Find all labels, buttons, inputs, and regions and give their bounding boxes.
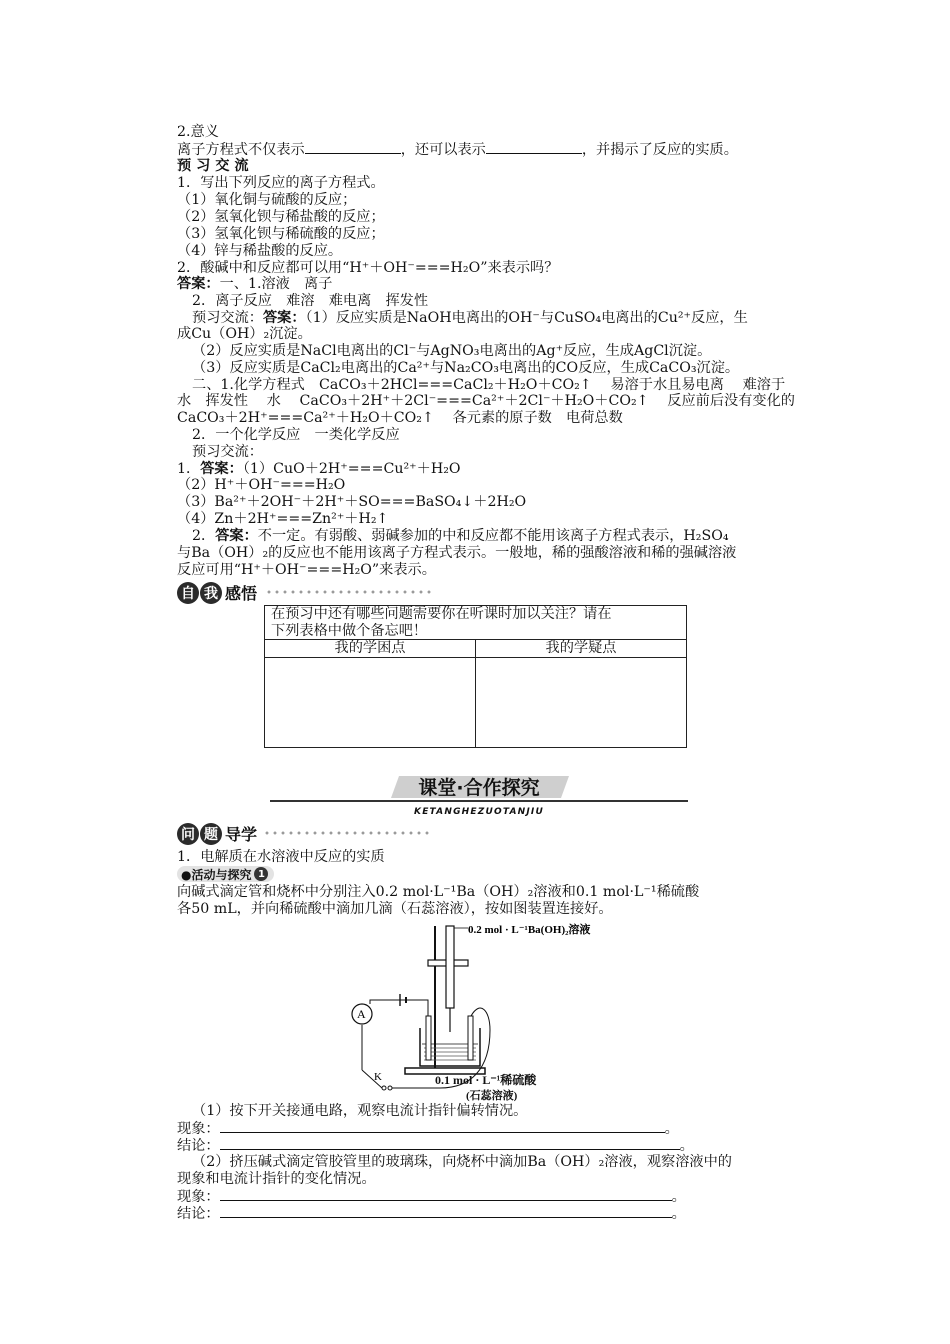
top-label: 0.2 mol · L⁻¹Ba(OH)₂溶液 (468, 924, 591, 936)
answer-blank[interactable] (220, 1120, 665, 1133)
answer-a2: （2）H⁺＋OH⁻===H₂O (177, 477, 346, 493)
preview-q2: 2．酸碱中和反应都可以用“H⁺＋OH⁻===H₂O”来表示吗？ (177, 260, 559, 276)
switch-contact (388, 1086, 392, 1090)
electrode-left (426, 1016, 431, 1060)
banner-title: 课堂·合作探究 (418, 777, 540, 799)
meaning-text-b: ，还可以表示 (400, 142, 486, 158)
answer-b2: 与Ba（OH）₂的反应也不能用该离子方程式表示。一般地，稀的强酸溶液和稀的强碱溶液 (177, 545, 737, 561)
conclusion-line (177, 1205, 686, 1223)
answer-text: （1）反应实质是NaOH电离出的OH⁻与CuSO₄电离出的Cu²⁺反应，生 (305, 310, 748, 326)
answer-line-2: 2．离子反应 难溶 难电离 挥发性 (192, 293, 429, 309)
conclusion-label: 结论： (177, 1206, 220, 1222)
answer-two-1: 二、1.化学方程式 CaCO₃＋2HCl===CaCl₂＋H₂O＋CO₂↑ 易溶于水且易电离 难溶于 (192, 377, 786, 393)
answer-b1 (192, 528, 729, 545)
preview-q1-item: （3）氢氧化钡与稀硫酸的反应； (177, 226, 385, 242)
memo-cell[interactable] (265, 657, 476, 747)
badge-char: 我 (200, 582, 222, 604)
step-2-cont: 现象和电流计指针的变化情况。 (177, 1171, 376, 1187)
wire-top (370, 1000, 428, 1016)
badge-char: 问 (177, 823, 199, 845)
step-2: （2）挤压碱式滴定管胶管里的玻璃珠，向烧杯中滴加Ba（OH）₂溶液，观察溶液中的 (192, 1154, 732, 1170)
guide-paragraph: 各50 mL，并向稀硫酸中滴加几滴（石蕊溶液），按如图装置连接好。 (177, 901, 613, 917)
banner-rule (270, 800, 688, 802)
answer-two-3: CaCO₃＋2H⁺===Ca²⁺＋H₂O＋CO₂↑ 各元素的原子数 电荷总数 (177, 410, 623, 426)
memo-prompt-line: 下列表格中做个备忘吧！ (271, 622, 428, 639)
phenomenon-line (177, 1188, 686, 1206)
figure-bottom-label-2: (石蕊溶液) (466, 1090, 518, 1102)
dotted-divider (265, 589, 435, 595)
answer-line-1 (177, 276, 332, 293)
guide-paragraph: 向碱式滴定管和烧杯中分别注入0.2 mol·L⁻¹Ba（OH）₂溶液和0.1 mol·L⁻¹稀硫酸 (177, 884, 700, 900)
phenomenon-label: 现象： (177, 1121, 220, 1137)
memo-col-header: 我的学疑点 (476, 640, 687, 658)
meaning-heading: 2.意义 (177, 124, 219, 140)
line-end: 。 (679, 1138, 694, 1154)
ammeter-label: A (357, 1007, 366, 1021)
answer-preview-cont: 成Cu（OH）₂沉淀。 (177, 326, 312, 342)
preview-heading: 预 习 交 流 (177, 158, 249, 174)
switch-label: K (374, 1071, 382, 1083)
banner-subtitle: KETANGHEZUOTANJIU (414, 807, 544, 817)
answer-a1 (177, 461, 461, 478)
guide-item-1: 1．电解质在水溶液中反应的实质 (177, 849, 385, 865)
electrode-right (468, 1016, 473, 1060)
activity-label: ●活动与探究 (181, 867, 252, 882)
answer-blank[interactable] (220, 1188, 672, 1201)
line-end: 。 (671, 1206, 686, 1222)
dotted-divider (263, 830, 433, 836)
blank-1[interactable] (305, 141, 401, 154)
preview-label: 预习交流： (192, 310, 263, 326)
phenomenon-label: 现象： (177, 1189, 220, 1205)
activity-number: 1 (254, 867, 268, 881)
badge-char: 题 (200, 823, 222, 845)
badge-tail: 导学 (225, 825, 258, 844)
switch-contact (382, 1086, 386, 1090)
meaning-sentence (177, 141, 738, 159)
answer-label: 答案： (200, 461, 243, 477)
memo-prompt (265, 606, 687, 640)
answer-two-2: 水 挥发性 水 CaCO₃＋2H⁺＋2Cl⁻===Ca²⁺＋2Cl⁻＋H₂O＋CO₂↑ 反应前后没有变化的 (177, 393, 795, 409)
answer-two-4: 2．一个化学反应 一类化学反应 (192, 427, 400, 443)
memo-cell[interactable] (476, 657, 687, 747)
meaning-text-c: ，并揭示了反应的实质。 (581, 142, 738, 158)
conclusion-label: 结论： (177, 1138, 220, 1154)
memo-table (264, 605, 687, 748)
memo-col-header: 我的学困点 (265, 640, 476, 658)
answer-blank[interactable] (220, 1137, 680, 1150)
line-end: 。 (664, 1121, 679, 1137)
answer-label: 答案： (177, 276, 220, 292)
answer-label: 答案： (215, 528, 258, 544)
answer-label: 答案： (262, 310, 306, 326)
burette (446, 926, 454, 1008)
answer-preview-3: （3）反应实质是CaCl₂电离出的Ca²⁺与Na₂CO₃电离出的CO反应，生成CaCO₃沉淀。 (192, 360, 740, 376)
answer-blank[interactable] (220, 1205, 672, 1218)
preview-q1-item: （4）锌与稀盐酸的反应。 (177, 243, 343, 259)
answer-text: （1）CuO＋2H⁺===Cu²⁺＋H₂O (242, 461, 461, 477)
self-reflect-badge (177, 581, 257, 604)
figure-bottom-label: 0.1 mol · L⁻¹稀硫酸 (435, 1073, 537, 1087)
meaning-text-a: 离子方程式不仅表示 (177, 142, 305, 158)
badge-char: 自 (177, 582, 199, 604)
step-1: （1）按下开关接通电路，观察电流计指针偏转情况。 (192, 1103, 528, 1119)
section-banner (270, 776, 688, 802)
preview-q1-item: （1）氧化铜与硫酸的反应； (177, 192, 357, 208)
preview-q1-item: （2）氢氧化钡与稀盐酸的反应； (177, 209, 385, 225)
answer-a4: （4）Zn＋2H⁺===Zn²⁺＋H₂↑ (177, 511, 389, 527)
activity-pill (177, 866, 274, 882)
answer-num: 2． (192, 528, 216, 544)
answer-text: 不一定。有弱酸、弱碱参加的中和反应都不能用该离子方程式表示，H₂SO₄ (257, 528, 729, 544)
memo-prompt-line: 在预习中还有哪些问题需要你在听课时加以关注？请在 (271, 606, 612, 622)
answer-a3: （3）Ba²⁺＋2OH⁻＋2H⁺＋SO===BaSO₄↓＋2H₂O (177, 494, 527, 510)
answer-preview-2: （2）反应实质是NaCl电离出的Cl⁻与AgNO₃电离出的Ag⁺反应，生成AgCl沉淀。 (192, 343, 712, 359)
line-end: 。 (671, 1189, 686, 1205)
answer-preview (192, 310, 748, 327)
preview-q1: 1．写出下列反应的离子方程式。 (177, 175, 385, 191)
answer-num: 1． (177, 461, 201, 477)
answer-b3: 反应可用“H⁺＋OH⁻===H₂O”来表示。 (177, 562, 436, 578)
conclusion-line (177, 1137, 694, 1155)
phenomenon-line (177, 1120, 679, 1138)
blank-2[interactable] (486, 141, 582, 154)
guide-badge (177, 822, 257, 845)
badge-tail: 感悟 (225, 584, 258, 603)
answer-preview-label: 预习交流： (192, 444, 263, 460)
answer-text: 一、1.溶液 离子 (219, 276, 333, 292)
